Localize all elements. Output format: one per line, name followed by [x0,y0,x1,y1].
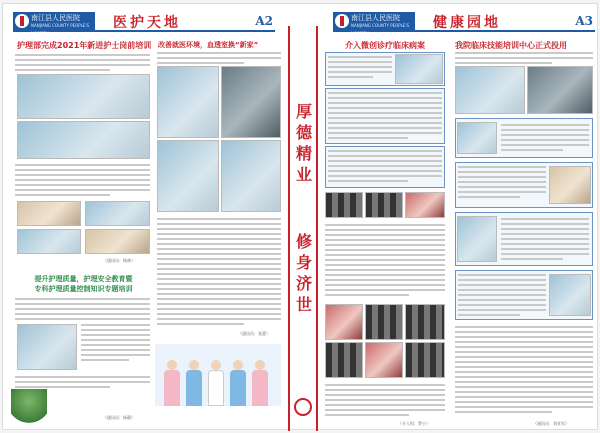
article-body [15,164,150,199]
newspaper-spread [2,3,598,430]
training-center-photo [457,122,497,154]
article-body [455,52,593,67]
author-credit: （通讯员：张蕾） [238,331,270,336]
dialysis-room-photo [221,66,281,138]
article-title: 护理部完成2021年新进护士岗前培训 [17,41,152,50]
center-motto-column [288,26,318,431]
nurse-photo [221,140,281,212]
article-body [157,52,281,67]
page-number: A3 [575,14,593,28]
hospital-emblem-icon [15,14,29,28]
scan-image [365,342,403,378]
author-credit: （通讯员：杨静） [103,415,135,420]
training-center-photo [455,66,525,114]
article-title: 介入微创诊疗临床病案 [345,41,425,50]
author-credit: （介入科：罗小） [398,421,430,426]
plant-decoration-icon [11,389,47,429]
training-photo [17,324,77,370]
article-title-line: 专科护理质量控制知识专题培训 [34,285,133,293]
author-credit: （通讯员：刘亚军） [533,421,569,426]
training-photo [17,74,150,119]
scan-image [325,304,363,340]
scan-image [325,192,363,218]
hospital-name: 南江县人民医院 [31,14,80,22]
left-page-header [13,12,275,34]
hospital-name: 南江县人民医院 [351,14,400,22]
training-photo [85,201,150,226]
article-body [81,324,150,364]
article-title: 改善就医环境，血透室换“新家” [158,41,259,49]
article-body [501,218,589,263]
training-center-photo [457,216,497,262]
case-text [328,56,392,81]
page-number: A2 [255,14,273,28]
article-title: 我院临床技能培训中心正式投用 [455,41,567,50]
case-text [328,92,442,142]
hospital-emblem-icon [335,14,349,28]
training-photo [17,201,81,226]
case-text [328,150,442,185]
article-body [458,166,546,201]
dialysis-room-photo [157,140,219,212]
scan-image [365,304,403,340]
scan-image [405,192,445,218]
procedure-photo [395,54,443,84]
motto-line-1: 厚德精业 [295,102,312,184]
scan-image [365,192,403,218]
case-text [325,384,445,419]
case-text [325,224,445,299]
training-photo [17,229,81,254]
author-credit: （通讯员：杨林） [103,258,135,263]
scan-image [405,342,445,378]
hospital-name-en: NANJIANG COUNTY PEOPLE'S HOSPITAL [351,23,410,36]
article-body [15,298,150,323]
article-body [15,54,150,74]
hospital-logo [13,12,95,36]
training-center-photo [549,166,591,204]
training-center-photo [527,66,593,114]
article-body [157,218,281,328]
nurses-illustration [155,344,281,406]
section-title: 医护天地 [113,15,181,31]
scan-image [325,342,363,378]
training-center-photo [549,274,591,316]
motto-line-2: 修身济世 [295,232,312,314]
training-photo [85,229,150,254]
article-body [455,326,593,416]
section-title: 健康园地 [433,15,501,31]
dialysis-room-photo [157,66,219,138]
article-body [501,124,589,154]
article-body [458,274,546,319]
hospital-name-en: NANJIANG COUNTY PEOPLE'S HOSPITAL [31,23,90,36]
hospital-logo [333,12,415,36]
training-photo [17,121,150,159]
article-title [17,274,150,294]
scan-image [405,304,445,340]
emblem-icon [294,398,312,416]
right-page-header [333,12,595,34]
article-title-line: 提升护理质量，护理安全教育暨 [34,275,133,283]
